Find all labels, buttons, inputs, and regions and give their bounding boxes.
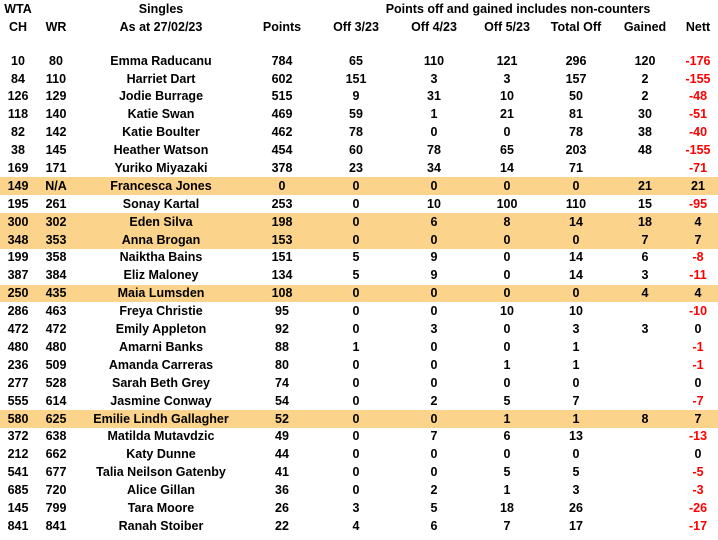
table-cell-ch: 118 (7, 107, 29, 122)
table-cell-total: 81 (569, 107, 583, 122)
table-cell-off3: 0 (352, 393, 360, 408)
table-cell-off5: 0 (474, 177, 540, 195)
table-cell-name: Harriet Dart (126, 71, 196, 86)
table-cell-gained (612, 338, 678, 356)
table-cell-gained (612, 517, 678, 535)
table-cell-nett: -11 (689, 268, 707, 283)
table-cell-off3: 78 (349, 125, 363, 140)
table-cell-gained (612, 428, 678, 446)
table-cell-ch: 145 (7, 500, 29, 515)
table-cell-gained (612, 499, 678, 517)
table-cell-nett: -1 (692, 357, 704, 372)
table-cell-ch: 149 (0, 177, 36, 195)
table-cell-points: 151 (271, 250, 293, 265)
table-cell-ch: 38 (11, 143, 25, 158)
table-cell-ch: 199 (7, 250, 29, 265)
header-gained: Gained (623, 19, 667, 34)
table-cell-ch: 82 (11, 125, 25, 140)
table-cell-ch: 84 (11, 71, 25, 86)
table-cell-points: 0 (246, 177, 318, 195)
table-cell-off4: 2 (430, 483, 438, 498)
table-cell-off3: 0 (318, 410, 394, 428)
table-cell-name: Katy Dunne (126, 447, 196, 462)
table-cell-nett: -7 (692, 393, 704, 408)
table-cell-off3: 1 (352, 339, 360, 354)
table-cell-off4: 0 (430, 357, 438, 372)
table-cell-nett: -1 (692, 339, 704, 354)
table-cell-wr: 677 (45, 465, 67, 480)
table-cell-ch: 685 (7, 483, 29, 498)
table-cell-wr: 140 (45, 107, 67, 122)
table-cell-wr: 662 (45, 447, 67, 462)
table-cell-wr: 480 (45, 339, 67, 354)
table-cell-off3: 5 (352, 268, 360, 283)
table-cell-wr: 528 (45, 375, 67, 390)
table-cell-off3: 65 (349, 53, 363, 68)
table-cell-off4: 7 (430, 429, 438, 444)
table-cell-name: Alice Gillan (126, 483, 196, 498)
table-cell-points: 462 (271, 125, 293, 140)
table-cell-wr: 625 (36, 410, 76, 428)
table-cell-total: 110 (565, 196, 587, 211)
table-cell-name: Jasmine Conway (110, 393, 212, 408)
table-cell-off4: 0 (394, 410, 474, 428)
table-cell-off5: 3 (503, 71, 511, 86)
table-cell-ch: 387 (7, 268, 29, 283)
table-cell-off3: 0 (318, 213, 394, 231)
table-cell-off4: 78 (427, 143, 441, 158)
table-cell-wr: 145 (45, 143, 67, 158)
table-cell-nett: -155 (685, 143, 711, 158)
table-cell-off5: 0 (503, 339, 511, 354)
table-cell-points: 41 (275, 465, 289, 480)
table-cell-off3: 0 (352, 357, 360, 372)
header-off-4-23: Off 4/23 (411, 19, 457, 34)
table-cell-off4: 2 (430, 393, 438, 408)
table-cell-gained: 48 (638, 143, 652, 158)
table-cell-wr: 261 (45, 196, 67, 211)
table-cell-nett: -8 (692, 250, 704, 265)
table-cell-points: 88 (275, 339, 289, 354)
table-cell-off3: 0 (318, 231, 394, 249)
table-cell-gained: 8 (612, 410, 678, 428)
table-cell-off5: 7 (503, 518, 511, 533)
table-cell-off5: 8 (474, 213, 540, 231)
table-cell-total: 1 (540, 410, 612, 428)
table-cell-nett: -48 (688, 89, 708, 104)
table-cell-off4: 0 (430, 339, 438, 354)
table-cell-off5: 0 (474, 231, 540, 249)
table-cell-off4: 0 (430, 304, 438, 319)
table-cell-total: 3 (572, 483, 580, 498)
table-cell-nett: -10 (688, 304, 708, 319)
table-cell-wr: 142 (45, 125, 67, 140)
table-cell-off5: 6 (503, 429, 511, 444)
table-cell-wr: 614 (45, 393, 67, 408)
table-cell-name: Sonay Kartal (122, 196, 200, 211)
table-cell-wr: 463 (45, 304, 67, 319)
table-cell-gained: 2 (641, 71, 649, 86)
table-cell-ch: 277 (7, 375, 29, 390)
table-cell-gained: 120 (634, 53, 656, 68)
table-cell-ch: 300 (0, 213, 36, 231)
table-cell-nett: 4 (678, 285, 718, 303)
table-cell-ch: 286 (7, 304, 29, 319)
table-cell-ch: 212 (7, 447, 29, 462)
table-cell-points: 134 (271, 268, 293, 283)
table-cell-points: 74 (275, 375, 289, 390)
table-cell-gained: 6 (641, 250, 649, 265)
table-cell-off4: 0 (430, 125, 438, 140)
table-cell-off3: 0 (318, 177, 394, 195)
table-cell-gained: 3 (641, 322, 649, 337)
table-cell-total: 50 (569, 89, 583, 104)
header-off-5-23: Off 5/23 (484, 19, 530, 34)
table-cell-off3: 5 (352, 250, 360, 265)
header-off-3-23: Off 3/23 (333, 19, 379, 34)
table-cell-off5: 100 (496, 196, 518, 211)
header-points-off-note: Points off and gained includes non-counters (385, 1, 651, 16)
table-cell-off4: 1 (430, 107, 438, 122)
table-cell-ch: 348 (0, 231, 36, 249)
table-cell-ch: 372 (7, 429, 29, 444)
table-cell-off4: 34 (427, 161, 441, 176)
table-cell-gained (612, 481, 678, 499)
table-cell-total: 1 (572, 357, 580, 372)
table-cell-gained (612, 392, 678, 410)
table-cell-off5: 0 (503, 250, 511, 265)
table-cell-off4: 0 (394, 177, 474, 195)
table-cell-points: 80 (275, 357, 289, 372)
table-cell-gained (612, 356, 678, 374)
table-cell-gained: 18 (612, 213, 678, 231)
table-cell-total: 10 (569, 304, 583, 319)
table-cell-off3: 0 (352, 304, 360, 319)
table-cell-name: Emma Raducanu (110, 53, 212, 68)
table-cell-points: 469 (271, 107, 293, 122)
table-cell-total: 26 (569, 500, 583, 515)
table-cell-off4: 6 (430, 518, 438, 533)
table-cell-total: 296 (565, 53, 587, 68)
header-nett: Nett (685, 19, 711, 34)
table-cell-name: Ranah Stoiber (118, 518, 204, 533)
table-cell-total: 3 (572, 322, 580, 337)
table-cell-nett: 0 (694, 322, 702, 337)
table-cell-total: 0 (540, 177, 612, 195)
table-cell-ch: 480 (7, 339, 29, 354)
table-cell-gained: 4 (612, 285, 678, 303)
table-cell-name: Amanda Carreras (108, 357, 214, 372)
table-cell-off3: 4 (352, 518, 360, 533)
table-cell-off4: 110 (423, 53, 445, 68)
table-cell-off5: 0 (474, 285, 540, 303)
table-cell-gained: 2 (641, 89, 649, 104)
table-cell-wr: 509 (45, 357, 67, 372)
table-cell-off5: 14 (500, 161, 514, 176)
table-cell-gained (612, 302, 678, 320)
table-cell-off4: 0 (430, 447, 438, 462)
table-cell-name: Heather Watson (113, 143, 209, 158)
header-wr: WR (45, 19, 67, 34)
table-cell-total: 1 (572, 339, 580, 354)
table-cell-off5: 65 (500, 143, 514, 158)
table-cell-gained: 38 (638, 125, 652, 140)
table-cell-wr: 80 (49, 53, 63, 68)
table-cell-wr: 638 (45, 429, 67, 444)
table-cell-off5: 121 (496, 53, 518, 68)
table-cell-off3: 60 (349, 143, 363, 158)
table-cell-total: 78 (569, 125, 583, 140)
table-cell-gained: 21 (612, 177, 678, 195)
table-cell-points: 52 (246, 410, 318, 428)
table-cell-wr: 472 (45, 322, 67, 337)
table-cell-off3: 0 (352, 429, 360, 444)
table-cell-off5: 0 (503, 268, 511, 283)
table-cell-off4: 0 (430, 375, 438, 390)
table-cell-nett: -71 (688, 161, 708, 176)
header-total-off: Total Off (550, 19, 602, 34)
table-cell-off4: 3 (430, 71, 438, 86)
table-cell-off5: 5 (503, 393, 511, 408)
table-cell-name: Emily Appleton (115, 322, 207, 337)
table-cell-off4: 10 (427, 196, 441, 211)
table-cell-ch: 841 (7, 518, 29, 533)
table-cell-off4: 0 (394, 231, 474, 249)
table-cell-gained: 15 (638, 196, 652, 211)
table-cell-ch: 541 (7, 465, 29, 480)
table-cell-total: 0 (572, 375, 580, 390)
table-cell-gained (612, 446, 678, 464)
table-cell-total: 13 (569, 429, 583, 444)
table-cell-wr: 129 (45, 89, 67, 104)
table-cell-name: Matilda Mutavdzic (107, 429, 215, 444)
table-cell-off5: 10 (500, 89, 514, 104)
table-cell-points: 54 (275, 393, 289, 408)
table-cell-name: Emilie Lindh Gallagher (76, 410, 246, 428)
table-cell-off5: 0 (503, 322, 511, 337)
table-cell-nett: 7 (678, 231, 718, 249)
table-cell-ch: 472 (7, 322, 29, 337)
table-cell-off3: 3 (352, 500, 360, 515)
table-cell-ch: 236 (7, 357, 29, 372)
table-cell-name: Anna Brogan (76, 231, 246, 249)
table-cell-off4: 6 (394, 213, 474, 231)
table-cell-nett: -95 (688, 196, 708, 211)
table-cell-ch: 169 (7, 161, 29, 176)
table-cell-points: 602 (271, 71, 293, 86)
table-cell-points: 92 (275, 322, 289, 337)
table-cell-points: 198 (246, 213, 318, 231)
table-cell-points: 515 (271, 89, 293, 104)
table-cell-name: Maia Lumsden (76, 285, 246, 303)
table-cell-wr: 799 (45, 500, 67, 515)
table-cell-gained: 30 (638, 107, 652, 122)
table-cell-ch: 10 (11, 53, 25, 68)
table-cell-wr: 171 (45, 161, 67, 176)
table-cell-off3: 0 (352, 375, 360, 390)
table-cell-total: 71 (569, 161, 583, 176)
table-cell-off3: 151 (345, 71, 367, 86)
table-cell-nett: 7 (678, 410, 718, 428)
table-cell-nett: -5 (692, 465, 704, 480)
table-cell-points: 95 (275, 304, 289, 319)
table-cell-points: 378 (271, 161, 293, 176)
table-cell-wr: 841 (45, 518, 67, 533)
table-cell-off5: 21 (500, 107, 514, 122)
table-cell-total: 0 (540, 231, 612, 249)
table-cell-name: Francesca Jones (76, 177, 246, 195)
table-cell-off3: 0 (352, 196, 360, 211)
table-cell-total: 5 (572, 465, 580, 480)
table-cell-points: 108 (246, 285, 318, 303)
table-cell-off3: 0 (352, 465, 360, 480)
table-cell-off3: 59 (349, 107, 363, 122)
table-cell-nett: -26 (688, 500, 708, 515)
table-cell-points: 22 (275, 518, 289, 533)
table-cell-ch: 580 (0, 410, 36, 428)
header-ch: CH (8, 19, 28, 34)
table-cell-nett: 21 (678, 177, 718, 195)
table-cell-total: 14 (569, 250, 583, 265)
table-cell-nett: -51 (688, 107, 708, 122)
table-cell-name: Jodie Burrage (118, 89, 204, 104)
table-cell-ch: 250 (0, 285, 36, 303)
table-cell-wr: 435 (36, 285, 76, 303)
table-cell-name: Sarah Beth Grey (112, 375, 210, 390)
table-cell-ch: 195 (7, 196, 29, 211)
table-cell-off5: 5 (503, 465, 511, 480)
header-wta: WTA (4, 1, 32, 16)
table-cell-off5: 0 (503, 447, 511, 462)
table-cell-off4: 9 (430, 268, 438, 283)
table-cell-total: 14 (569, 268, 583, 283)
table-cell-total: 7 (572, 393, 580, 408)
table-cell-wr: 384 (45, 268, 67, 283)
table-cell-off4: 0 (394, 285, 474, 303)
table-cell-off4: 0 (430, 465, 438, 480)
table-cell-points: 49 (275, 429, 289, 444)
table-cell-nett: -17 (688, 518, 708, 533)
table-cell-name: Katie Swan (127, 107, 195, 122)
table-cell-wr: 358 (45, 250, 67, 265)
table-cell-ch: 555 (7, 393, 29, 408)
header-singles: Singles (138, 1, 184, 16)
table-cell-gained: 7 (612, 231, 678, 249)
header-points: Points (262, 19, 302, 34)
table-cell-off3: 0 (352, 322, 360, 337)
table-cell-gained (612, 159, 678, 177)
table-cell-off3: 0 (352, 483, 360, 498)
table-cell-total: 0 (572, 447, 580, 462)
table-cell-nett: -176 (685, 53, 711, 68)
table-cell-nett: -3 (692, 483, 704, 498)
table-cell-name: Amarni Banks (118, 339, 204, 354)
table-cell-nett: -13 (688, 429, 708, 444)
table-cell-wr: N/A (36, 177, 76, 195)
table-cell-off5: 0 (503, 125, 511, 140)
table-cell-off4: 3 (430, 322, 438, 337)
table-cell-off5: 1 (503, 357, 511, 372)
header-as-at: As at 27/02/23 (119, 19, 203, 34)
table-cell-points: 784 (271, 53, 293, 68)
table-cell-points: 44 (275, 447, 289, 462)
table-cell-name: Freya Christie (119, 304, 203, 319)
table-cell-gained: 3 (641, 268, 649, 283)
table-cell-off4: 31 (427, 89, 441, 104)
table-cell-nett: -155 (685, 71, 711, 86)
table-cell-total: 0 (540, 285, 612, 303)
table-cell-off5: 18 (500, 500, 514, 515)
table-cell-name: Tara Moore (127, 500, 195, 515)
table-cell-off4: 5 (430, 500, 438, 515)
table-cell-gained (612, 374, 678, 392)
table-cell-name: Eden Silva (76, 213, 246, 231)
table-cell-name: Talia Neilson Gatenby (96, 465, 226, 480)
table-cell-off3: 23 (349, 161, 363, 176)
table-cell-nett: -40 (688, 125, 708, 140)
table-cell-off5: 1 (474, 410, 540, 428)
table-cell-wr: 110 (45, 71, 67, 86)
table-cell-name: Katie Boulter (122, 125, 200, 140)
table-cell-points: 454 (271, 143, 293, 158)
table-cell-points: 253 (271, 196, 293, 211)
table-cell-nett: 4 (678, 213, 718, 231)
table-cell-points: 36 (275, 483, 289, 498)
table-cell-points: 153 (246, 231, 318, 249)
table-cell-gained (612, 463, 678, 481)
table-cell-wr: 720 (45, 483, 67, 498)
table-cell-off5: 10 (500, 304, 514, 319)
table-cell-off3: 0 (318, 285, 394, 303)
table-cell-wr: 353 (36, 231, 76, 249)
table-cell-name: Yuriko Miyazaki (114, 161, 208, 176)
table-cell-off5: 0 (503, 375, 511, 390)
table-cell-name: Eliz Maloney (123, 268, 199, 283)
table-cell-off4: 9 (430, 250, 438, 265)
table-cell-off3: 9 (352, 89, 360, 104)
table-cell-total: 157 (565, 71, 587, 86)
table-cell-nett: 0 (694, 375, 702, 390)
table-cell-off3: 0 (352, 447, 360, 462)
table-cell-name: Naiktha Bains (119, 250, 203, 265)
table-cell-wr: 302 (36, 213, 76, 231)
table-cell-total: 203 (565, 143, 587, 158)
table-cell-total: 14 (540, 213, 612, 231)
table-cell-off5: 1 (503, 483, 511, 498)
table-cell-nett: 0 (694, 447, 702, 462)
table-cell-points: 26 (275, 500, 289, 515)
table-cell-total: 17 (569, 518, 583, 533)
table-cell-ch: 126 (7, 89, 29, 104)
